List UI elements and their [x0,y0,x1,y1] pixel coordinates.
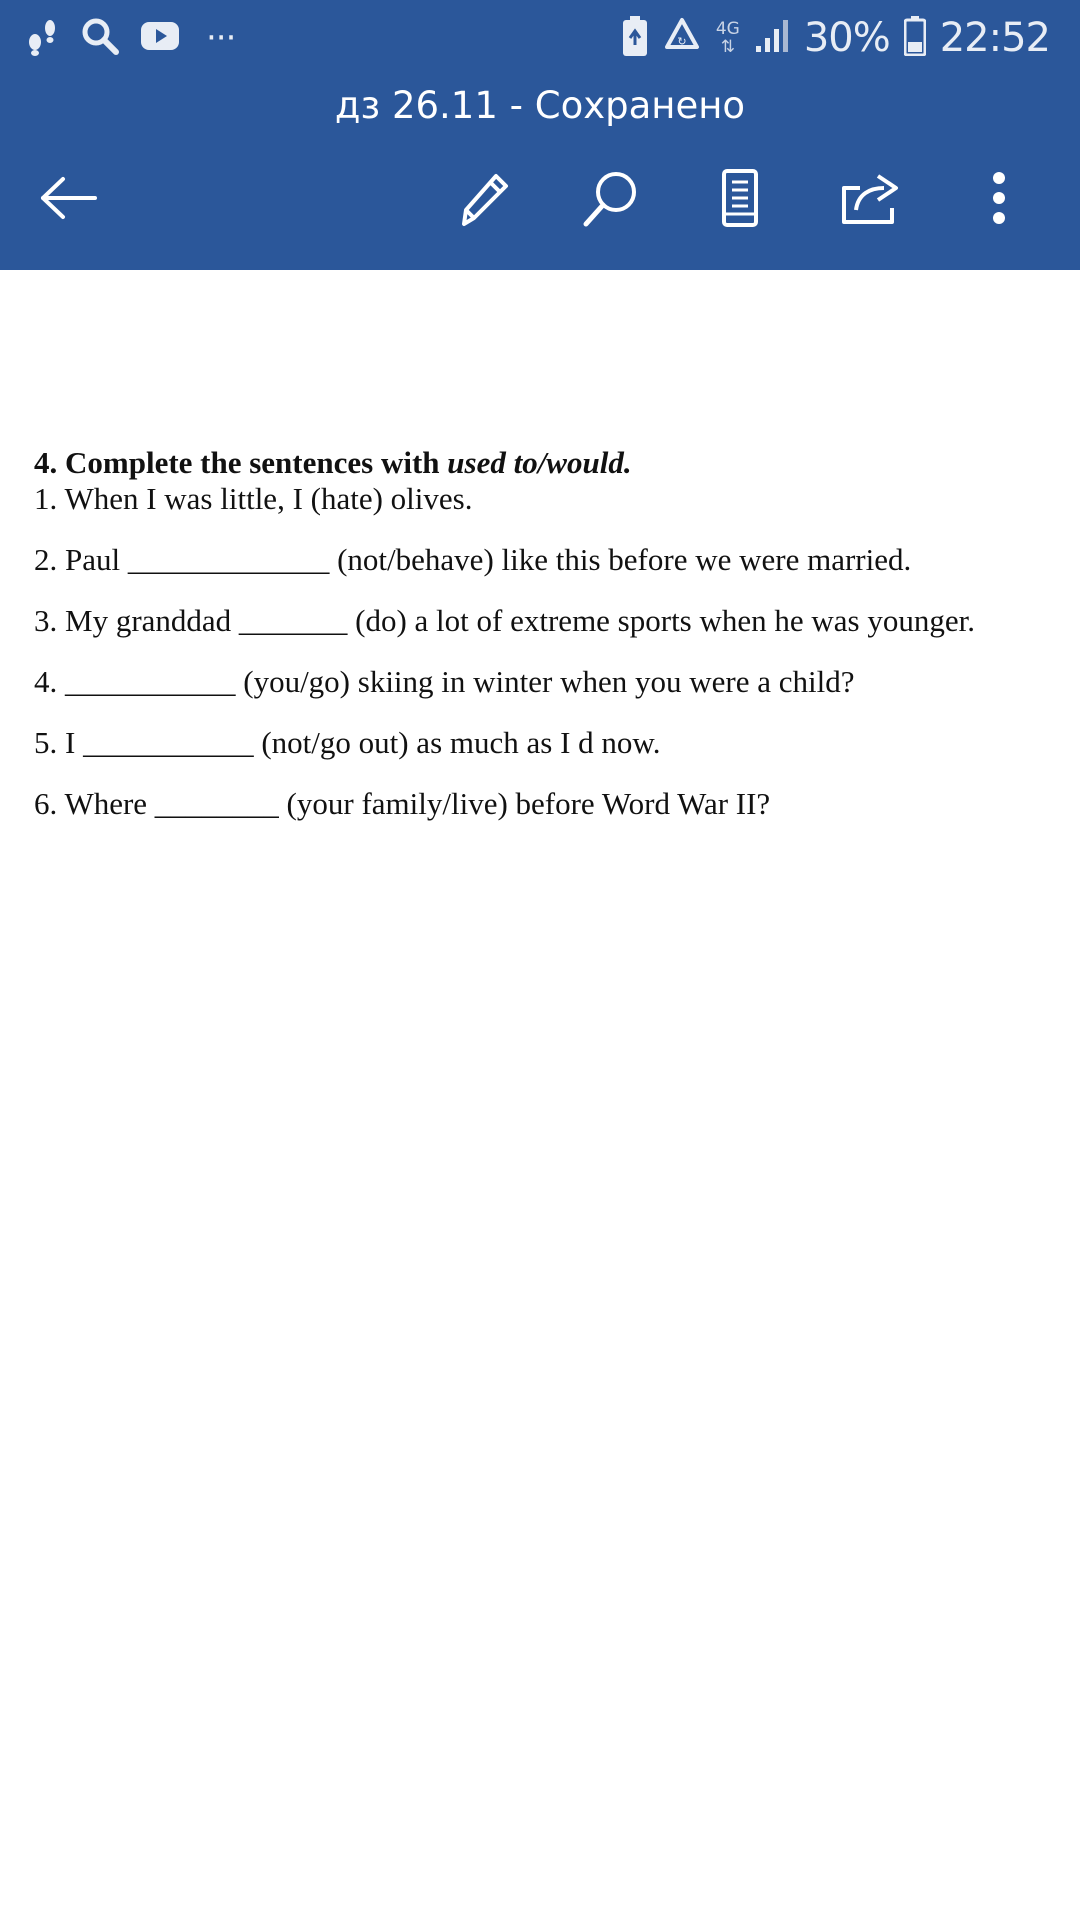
share-icon [840,170,900,231]
app-header [0,0,1080,270]
footsteps-icon [26,16,60,61]
sentence-1: 1. When I was little, I (hate) olives. [34,481,473,516]
battery-icon [904,16,926,61]
recycle-sync-icon [662,17,702,60]
toolbar [0,160,1080,240]
pencil-icon [452,168,512,233]
sentence-6: 6. Where ________ (your family/live) before Word War II? [34,786,771,821]
sentence-3: 3. My granddad _______ (do) a lot of extreme sports when he was younger. [34,603,975,638]
document-title: дз 26.11 - Сохранено [334,84,746,127]
arrow-left-icon [39,176,99,225]
search-icon [80,16,120,61]
svg-text:↻: ↻ [677,34,687,48]
search-button[interactable] [570,160,650,240]
signal-icon [754,18,790,59]
mobile-view-icon [720,168,760,233]
status-left-icons [26,14,235,62]
more-button[interactable] [959,160,1039,240]
battery-saver-icon [622,16,648,61]
document-page[interactable] [0,270,1080,1920]
search-icon [580,168,640,233]
sentence-5: 5. I ___________ (not/go out) as much as I d now. [34,725,661,760]
more-vertical-icon [989,170,1009,231]
network-4g-icon: 4G ⇅ [715,19,740,57]
exercise-heading [34,445,1074,481]
share-button[interactable] [830,160,910,240]
edit-button[interactable] [442,160,522,240]
sentence-4: 4. ___________ (you/go) skiing in winter when you were a child? [34,664,855,699]
sentence-2: 2. Paul _____________ (not/behave) like this before we were married. [34,542,912,577]
clock: 22:52 [939,15,1050,61]
mobile-view-button[interactable] [700,160,780,240]
document-body [34,445,1074,822]
youtube-icon [140,21,180,56]
status-right-icons [622,12,1050,64]
heading-emphasis: used to/would. [447,445,632,480]
more-notifications-icon: ··· [206,18,236,58]
battery-percent: 30% [803,15,890,61]
back-button[interactable] [29,160,109,240]
status-bar [0,0,1080,76]
heading-text: 4. Complete the sentences with [34,445,448,480]
